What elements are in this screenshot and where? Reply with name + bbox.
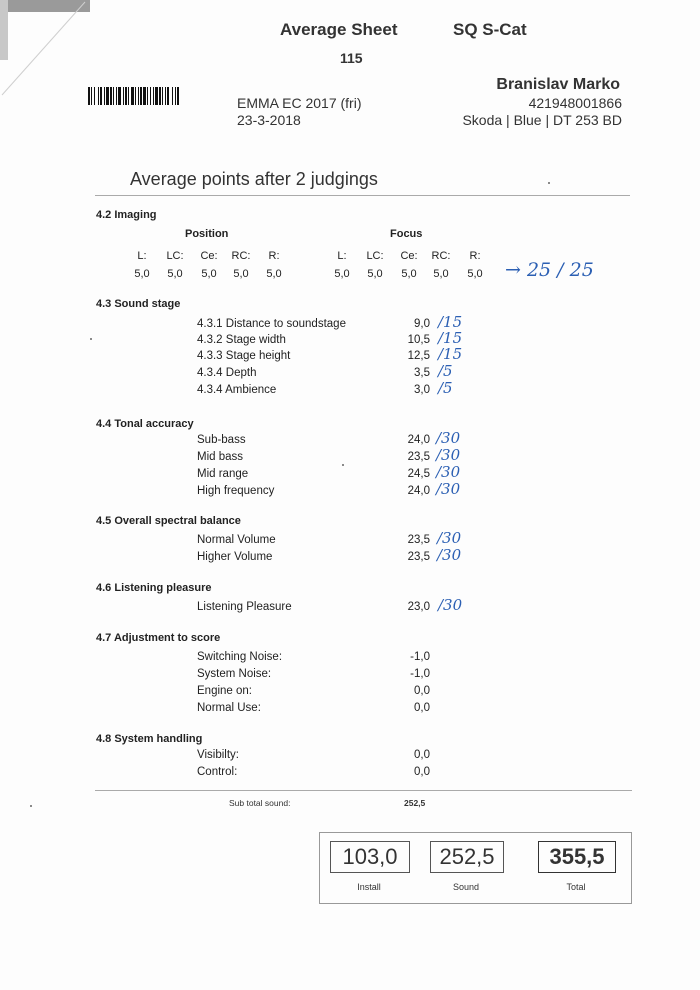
score-row-value: 24,0 bbox=[407, 485, 430, 497]
score-row-value: 0,0 bbox=[414, 766, 430, 778]
handwritten-max-score: /5 bbox=[438, 379, 453, 397]
barcode bbox=[88, 87, 180, 105]
score-row-value: 24,5 bbox=[407, 468, 430, 480]
score-row-value: 23,5 bbox=[407, 551, 430, 563]
score-row-label: Visibilty: bbox=[197, 749, 239, 761]
score-row-value: 12,5 bbox=[407, 350, 430, 362]
tonal-accuracy-title: 4.4 Tonal accuracy bbox=[96, 418, 194, 430]
install-score: 103,0 bbox=[330, 841, 410, 873]
score-row-label: 4.3.1 Distance to soundstage bbox=[197, 318, 346, 330]
handwritten-max-score: /30 bbox=[436, 480, 461, 498]
handwritten-max-score: /30 bbox=[436, 446, 461, 464]
scan-speck bbox=[30, 805, 32, 807]
score-row-value: 9,0 bbox=[414, 318, 430, 330]
score-row-label: Listening Pleasure bbox=[197, 601, 292, 613]
focus-value: 5,0 bbox=[401, 268, 417, 280]
score-row-label: Mid bass bbox=[197, 451, 244, 463]
focus-value: 5,0 bbox=[334, 268, 350, 280]
handwritten-max-score: /30 bbox=[436, 429, 461, 447]
position-value: 5,0 bbox=[266, 268, 282, 280]
focus-channel-label: R: bbox=[469, 250, 481, 262]
score-row-label: Switching Noise: bbox=[197, 651, 283, 663]
focus-channel-label: LC: bbox=[366, 250, 384, 262]
score-row-value: 0,0 bbox=[414, 702, 430, 714]
handwritten-max-score: /30 bbox=[436, 463, 461, 481]
competitor-id: 421948001866 bbox=[528, 95, 622, 111]
handwritten-imaging-total: → 25 / 25 bbox=[505, 259, 594, 281]
focus-label: Focus bbox=[390, 228, 423, 240]
score-row-label: Mid range bbox=[197, 468, 249, 480]
vehicle-info: Skoda | Blue | DT 253 BD bbox=[462, 112, 622, 128]
score-row-value: 0,0 bbox=[414, 685, 430, 697]
sound-score: 252,5 bbox=[430, 841, 504, 873]
score-row-label: 4.3.3 Stage height bbox=[197, 350, 291, 362]
score-row-value: -1,0 bbox=[410, 668, 430, 680]
position-channel-label: Ce: bbox=[200, 250, 218, 262]
score-row-label: Normal Use: bbox=[197, 702, 261, 714]
handwritten-max-score: /5 bbox=[438, 362, 453, 380]
scan-speck bbox=[548, 182, 550, 184]
handwritten-max-score: /30 bbox=[438, 596, 463, 614]
focus-value: 5,0 bbox=[467, 268, 483, 280]
listening-pleasure-title: 4.6 Listening pleasure bbox=[96, 582, 212, 594]
total-label: Total bbox=[566, 882, 586, 892]
imaging-title: 4.2 Imaging bbox=[96, 209, 157, 221]
position-value: 5,0 bbox=[233, 268, 249, 280]
position-channel-label: R: bbox=[268, 250, 280, 262]
scan-speck bbox=[90, 338, 92, 340]
score-row-value: 23,5 bbox=[407, 534, 430, 546]
score-row-value: 24,0 bbox=[407, 434, 430, 446]
score-row-value: 3,5 bbox=[414, 367, 430, 379]
score-row-label: Sub-bass bbox=[197, 434, 246, 446]
subtotal-label: Sub total sound: bbox=[229, 798, 291, 808]
score-row-label: Normal Volume bbox=[197, 534, 276, 546]
barcode-bar bbox=[179, 87, 180, 105]
subtotal-divider bbox=[95, 790, 632, 791]
focus-value: 5,0 bbox=[367, 268, 383, 280]
heading-divider bbox=[95, 195, 630, 196]
sheet-title: Average Sheet bbox=[280, 20, 398, 39]
position-label: Position bbox=[185, 228, 229, 240]
position-value: 5,0 bbox=[167, 268, 183, 280]
score-row-label: System Noise: bbox=[197, 668, 272, 680]
score-row-label: 4.3.4 Depth bbox=[197, 367, 257, 379]
handwritten-max-score: /30 bbox=[437, 529, 462, 547]
sound-stage-title: 4.3 Sound stage bbox=[96, 298, 181, 310]
score-row-value: 10,5 bbox=[407, 334, 430, 346]
totals-box bbox=[319, 832, 632, 904]
spectral-balance-title: 4.5 Overall spectral balance bbox=[96, 515, 241, 527]
scan-speck bbox=[342, 464, 344, 466]
score-row-value: 23,0 bbox=[407, 601, 430, 613]
score-row-label: High frequency bbox=[197, 485, 275, 497]
score-row-value: 23,5 bbox=[407, 451, 430, 463]
score-row-value: -1,0 bbox=[410, 651, 430, 663]
focus-channel-label: L: bbox=[337, 250, 347, 262]
install-label: Install bbox=[357, 882, 381, 892]
adjustment-title: 4.7 Adjustment to score bbox=[96, 632, 221, 644]
category-label: SQ S-Cat bbox=[453, 20, 527, 39]
score-row-value: 3,0 bbox=[414, 384, 430, 396]
handwritten-max-score: /30 bbox=[437, 546, 462, 564]
subtotal-value: 252,5 bbox=[404, 798, 426, 808]
position-value: 5,0 bbox=[201, 268, 217, 280]
page-fold-line bbox=[0, 0, 90, 100]
position-value: 5,0 bbox=[134, 268, 150, 280]
score-row-label: 4.3.4 Ambience bbox=[197, 384, 277, 396]
total-score: 355,5 bbox=[538, 841, 616, 873]
competitor-name: Branislav Marko bbox=[496, 76, 620, 93]
score-row-label: Engine on: bbox=[197, 685, 252, 697]
position-channel-label: L: bbox=[137, 250, 147, 262]
sound-label: Sound bbox=[452, 882, 480, 892]
score-row-label: 4.3.2 Stage width bbox=[197, 334, 286, 346]
average-heading: Average points after 2 judgings bbox=[130, 169, 378, 189]
handwritten-max-score: /15 bbox=[438, 345, 463, 363]
event-date: 23-3-2018 bbox=[237, 112, 301, 128]
score-row-label: Higher Volume bbox=[197, 551, 273, 563]
focus-value: 5,0 bbox=[433, 268, 449, 280]
system-handling-title: 4.8 System handling bbox=[96, 733, 203, 745]
score-row-value: 0,0 bbox=[414, 749, 430, 761]
position-channel-label: RC: bbox=[231, 250, 251, 262]
position-channel-label: LC: bbox=[166, 250, 184, 262]
focus-channel-label: RC: bbox=[431, 250, 451, 262]
focus-channel-label: Ce: bbox=[400, 250, 418, 262]
event-name: EMMA EC 2017 (fri) bbox=[237, 95, 362, 111]
score-row-label: Control: bbox=[197, 766, 238, 778]
competitor-number: 115 bbox=[340, 50, 363, 66]
handwritten-max-score: /15 bbox=[438, 313, 463, 331]
handwritten-max-score: /15 bbox=[438, 329, 463, 347]
